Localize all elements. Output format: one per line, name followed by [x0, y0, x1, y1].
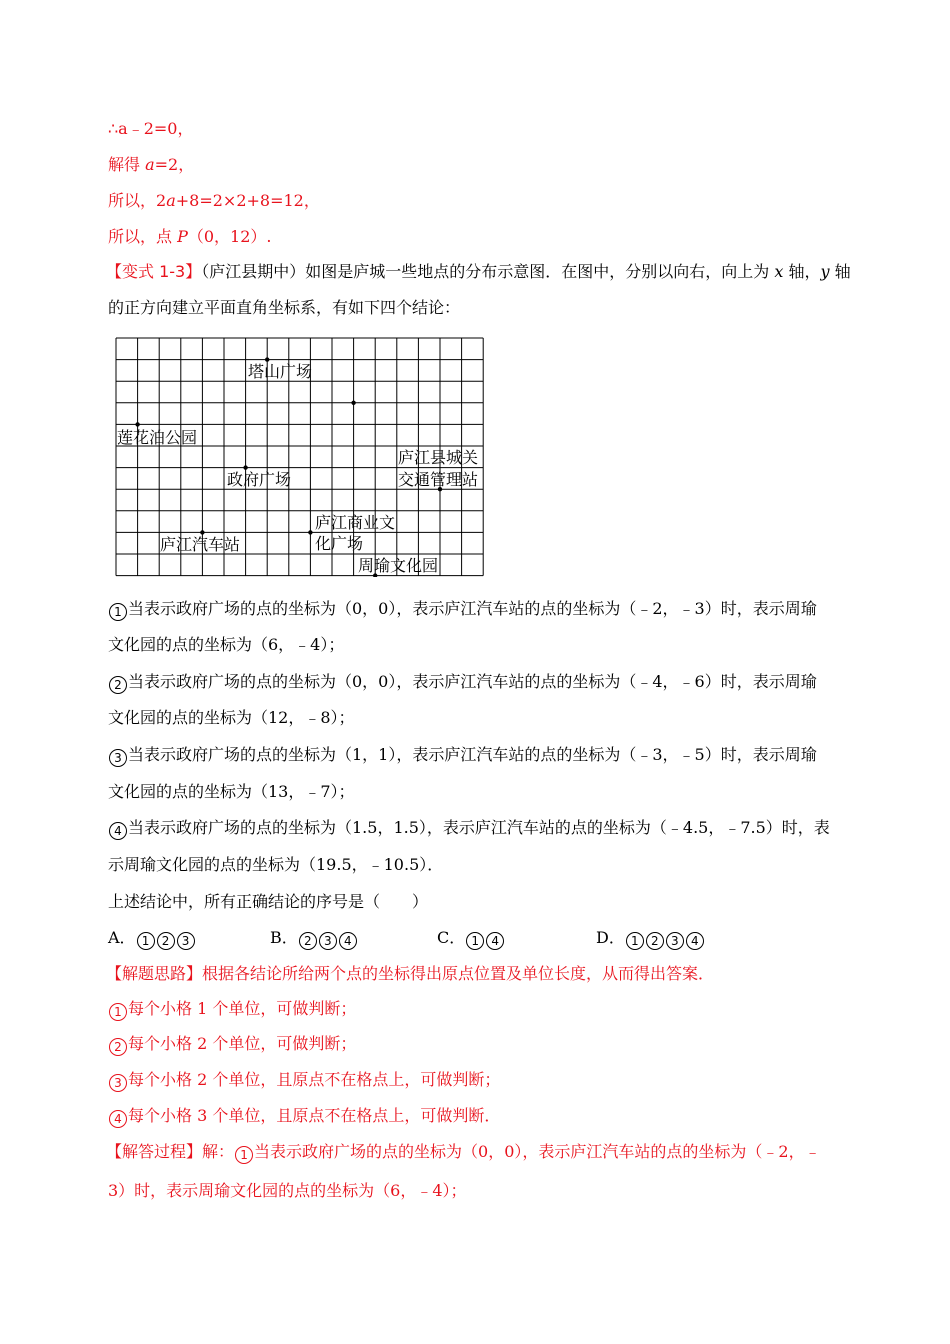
solution-line-3	[108, 191, 320, 211]
circled-number: 3	[666, 932, 684, 950]
label-commerce-square-line-2: 化广场	[315, 534, 364, 553]
statement-4-text-b: 示周瑜文化园的点的坐标为（19.5，﹣10.5）．	[108, 855, 444, 874]
answer-text-b: 3）时，表示周瑜文化园的点的坐标为（6，﹣4）；	[108, 1181, 467, 1200]
circled-number: 4	[486, 932, 504, 950]
statement-3-text-a: 当表示政府广场的点的坐标为（1，1），表示庐江汽车站的点的坐标为（﹣3，﹣5）时，表示周瑜	[128, 745, 817, 764]
statement-1-text-a: 当表示政府广场的点的坐标为（0，0），表示庐江汽车站的点的坐标为（﹣2，﹣3）时，表示周瑜	[128, 599, 817, 618]
circled-number-1: 1	[109, 1003, 127, 1021]
label-tashan-square: 塔山广场	[248, 362, 313, 381]
answer-text-a: 当表示政府广场的点的坐标为（0，0），表示庐江汽车站的点的坐标为（﹣2，﹣	[254, 1142, 821, 1161]
solution-line-2	[108, 155, 194, 175]
location-map-figure	[115, 337, 485, 577]
circled-number: 1	[137, 932, 155, 950]
label-government-square: 政府广场	[227, 470, 292, 489]
problem-text-c: 轴	[829, 262, 851, 281]
answer-line-2	[108, 1181, 467, 1201]
map-labels	[117, 362, 478, 575]
circled-number-1: 1	[109, 603, 127, 621]
option-c-letter: C．	[437, 928, 466, 947]
circled-number-1: 1	[235, 1146, 253, 1164]
label-commerce-square-line-1: 庐江商业文	[315, 513, 396, 532]
problem-line-1	[106, 262, 851, 282]
analysis-tag: 【解题思路】	[106, 964, 203, 983]
solution-line-4-suffix: （0，12）.	[187, 227, 272, 246]
analysis-item-1-text: 每个小格 1 个单位，可做判断；	[128, 999, 357, 1018]
answer-tag: 【解答过程】	[106, 1142, 203, 1161]
circled-number-3: 3	[109, 749, 127, 767]
circled-number: 2	[157, 932, 175, 950]
solution-line-2-suffix: =2，	[154, 155, 195, 174]
statement-1-line-1	[108, 599, 817, 621]
question-line	[108, 892, 428, 912]
statement-3-line-2	[108, 782, 355, 802]
solution-line-4-prefix: 所以，点	[108, 227, 178, 246]
variable-y: y	[820, 262, 830, 281]
circled-number-4: 4	[109, 1110, 127, 1128]
statement-4-line-1	[108, 818, 830, 840]
circled-number: 3	[177, 932, 195, 950]
map-point	[351, 401, 355, 405]
option-c[interactable]	[437, 928, 505, 950]
label-lianhua-park: 莲花泊公园	[117, 428, 198, 447]
analysis-line	[106, 964, 714, 984]
circled-number: 1	[626, 932, 644, 950]
problem-text-line-2: 的正方向建立平面直角坐标系，有如下四个结论：	[108, 298, 461, 317]
label-traffic-station-line-1: 庐江县城关	[398, 448, 479, 467]
solution-line-4	[108, 227, 272, 247]
problem-line-2	[108, 298, 460, 318]
problem-text-b: 轴，	[783, 262, 821, 281]
analysis-item-4-text: 每个小格 3 个单位，且原点不在格点上，可做判断．	[128, 1106, 501, 1125]
variable-a: a	[166, 191, 176, 210]
lianhua-park-point	[135, 422, 139, 426]
circled-number: 2	[299, 932, 317, 950]
option-d-letter: D．	[596, 928, 625, 947]
variable-p: P	[177, 227, 188, 246]
solution-line-2-prefix: 解得	[108, 155, 146, 174]
circled-number: 4	[339, 932, 357, 950]
circled-number-3: 3	[109, 1074, 127, 1092]
statement-1-text-b: 文化园的点的坐标为（6，﹣4）；	[108, 635, 345, 654]
solution-line-1	[108, 119, 194, 139]
answer-line-1	[106, 1142, 821, 1164]
solution-line-1-text: ∴a﹣2=0，	[108, 119, 194, 138]
label-bus-station: 庐江汽车站	[160, 535, 241, 554]
statement-3-line-1	[108, 745, 817, 767]
variable-x: x	[774, 262, 784, 281]
bus-station-point	[200, 530, 204, 534]
option-d[interactable]	[596, 928, 705, 950]
circled-number-2: 2	[109, 1038, 127, 1056]
circled-number-2: 2	[109, 676, 127, 694]
circled-number: 3	[319, 932, 337, 950]
solution-line-3-prefix: 所以，2	[108, 191, 167, 210]
statement-3-text-b: 文化园的点的坐标为（13，﹣7）；	[108, 782, 355, 801]
problem-text-a: （庐江县期中）如图是庐城一些地点的分布示意图．在图中，分别以向右，向上为	[201, 262, 775, 281]
circled-number-4: 4	[109, 822, 127, 840]
statement-2-text-b: 文化园的点的坐标为（12，﹣8）；	[108, 708, 355, 727]
statement-1-line-2	[108, 635, 344, 655]
analysis-item-1	[108, 999, 356, 1021]
statement-2-line-2	[108, 708, 355, 728]
question-text: 上述结论中，所有正确结论的序号是（ ）	[108, 892, 429, 911]
statement-2-text-a: 当表示政府广场的点的坐标为（0，0），表示庐江汽车站的点的坐标为（﹣4，﹣6）时，表示周瑜	[128, 672, 817, 691]
option-b[interactable]	[270, 928, 358, 950]
option-b-letter: B．	[270, 928, 298, 947]
option-a-letter: A．	[108, 928, 136, 947]
analysis-item-2	[108, 1034, 356, 1056]
problem-tag: 【变式 1-3】	[106, 262, 202, 281]
label-zhouyu-park: 周瑜文化园	[358, 556, 439, 575]
analysis-text: 根据各结论所给两个点的坐标得出原点位置及单位长度，从而得出答案．	[202, 964, 715, 983]
solution-line-3-suffix: +8=2×2+8=12，	[175, 191, 320, 210]
circled-number: 1	[466, 932, 484, 950]
commerce-square-point	[308, 530, 312, 534]
analysis-item-4	[108, 1106, 500, 1128]
variable-a: a	[145, 155, 155, 174]
option-a[interactable]	[108, 928, 196, 950]
analysis-item-3	[108, 1070, 500, 1092]
answer-prefix: 解：	[202, 1142, 235, 1161]
label-traffic-station-line-2: 交通管理站	[398, 470, 479, 489]
circled-number: 4	[686, 932, 704, 950]
analysis-item-3-text: 每个小格 2 个单位，且原点不在格点上，可做判断；	[128, 1070, 501, 1089]
circled-number: 2	[646, 932, 664, 950]
statement-4-text-a: 当表示政府广场的点的坐标为（1.5，1.5），表示庐江汽车站的点的坐标为（﹣4.5，﹣7.5）时，表	[128, 818, 830, 837]
analysis-item-2-text: 每个小格 2 个单位，可做判断；	[128, 1034, 357, 1053]
statement-4-line-2	[108, 855, 443, 875]
statement-2-line-1	[108, 672, 817, 694]
